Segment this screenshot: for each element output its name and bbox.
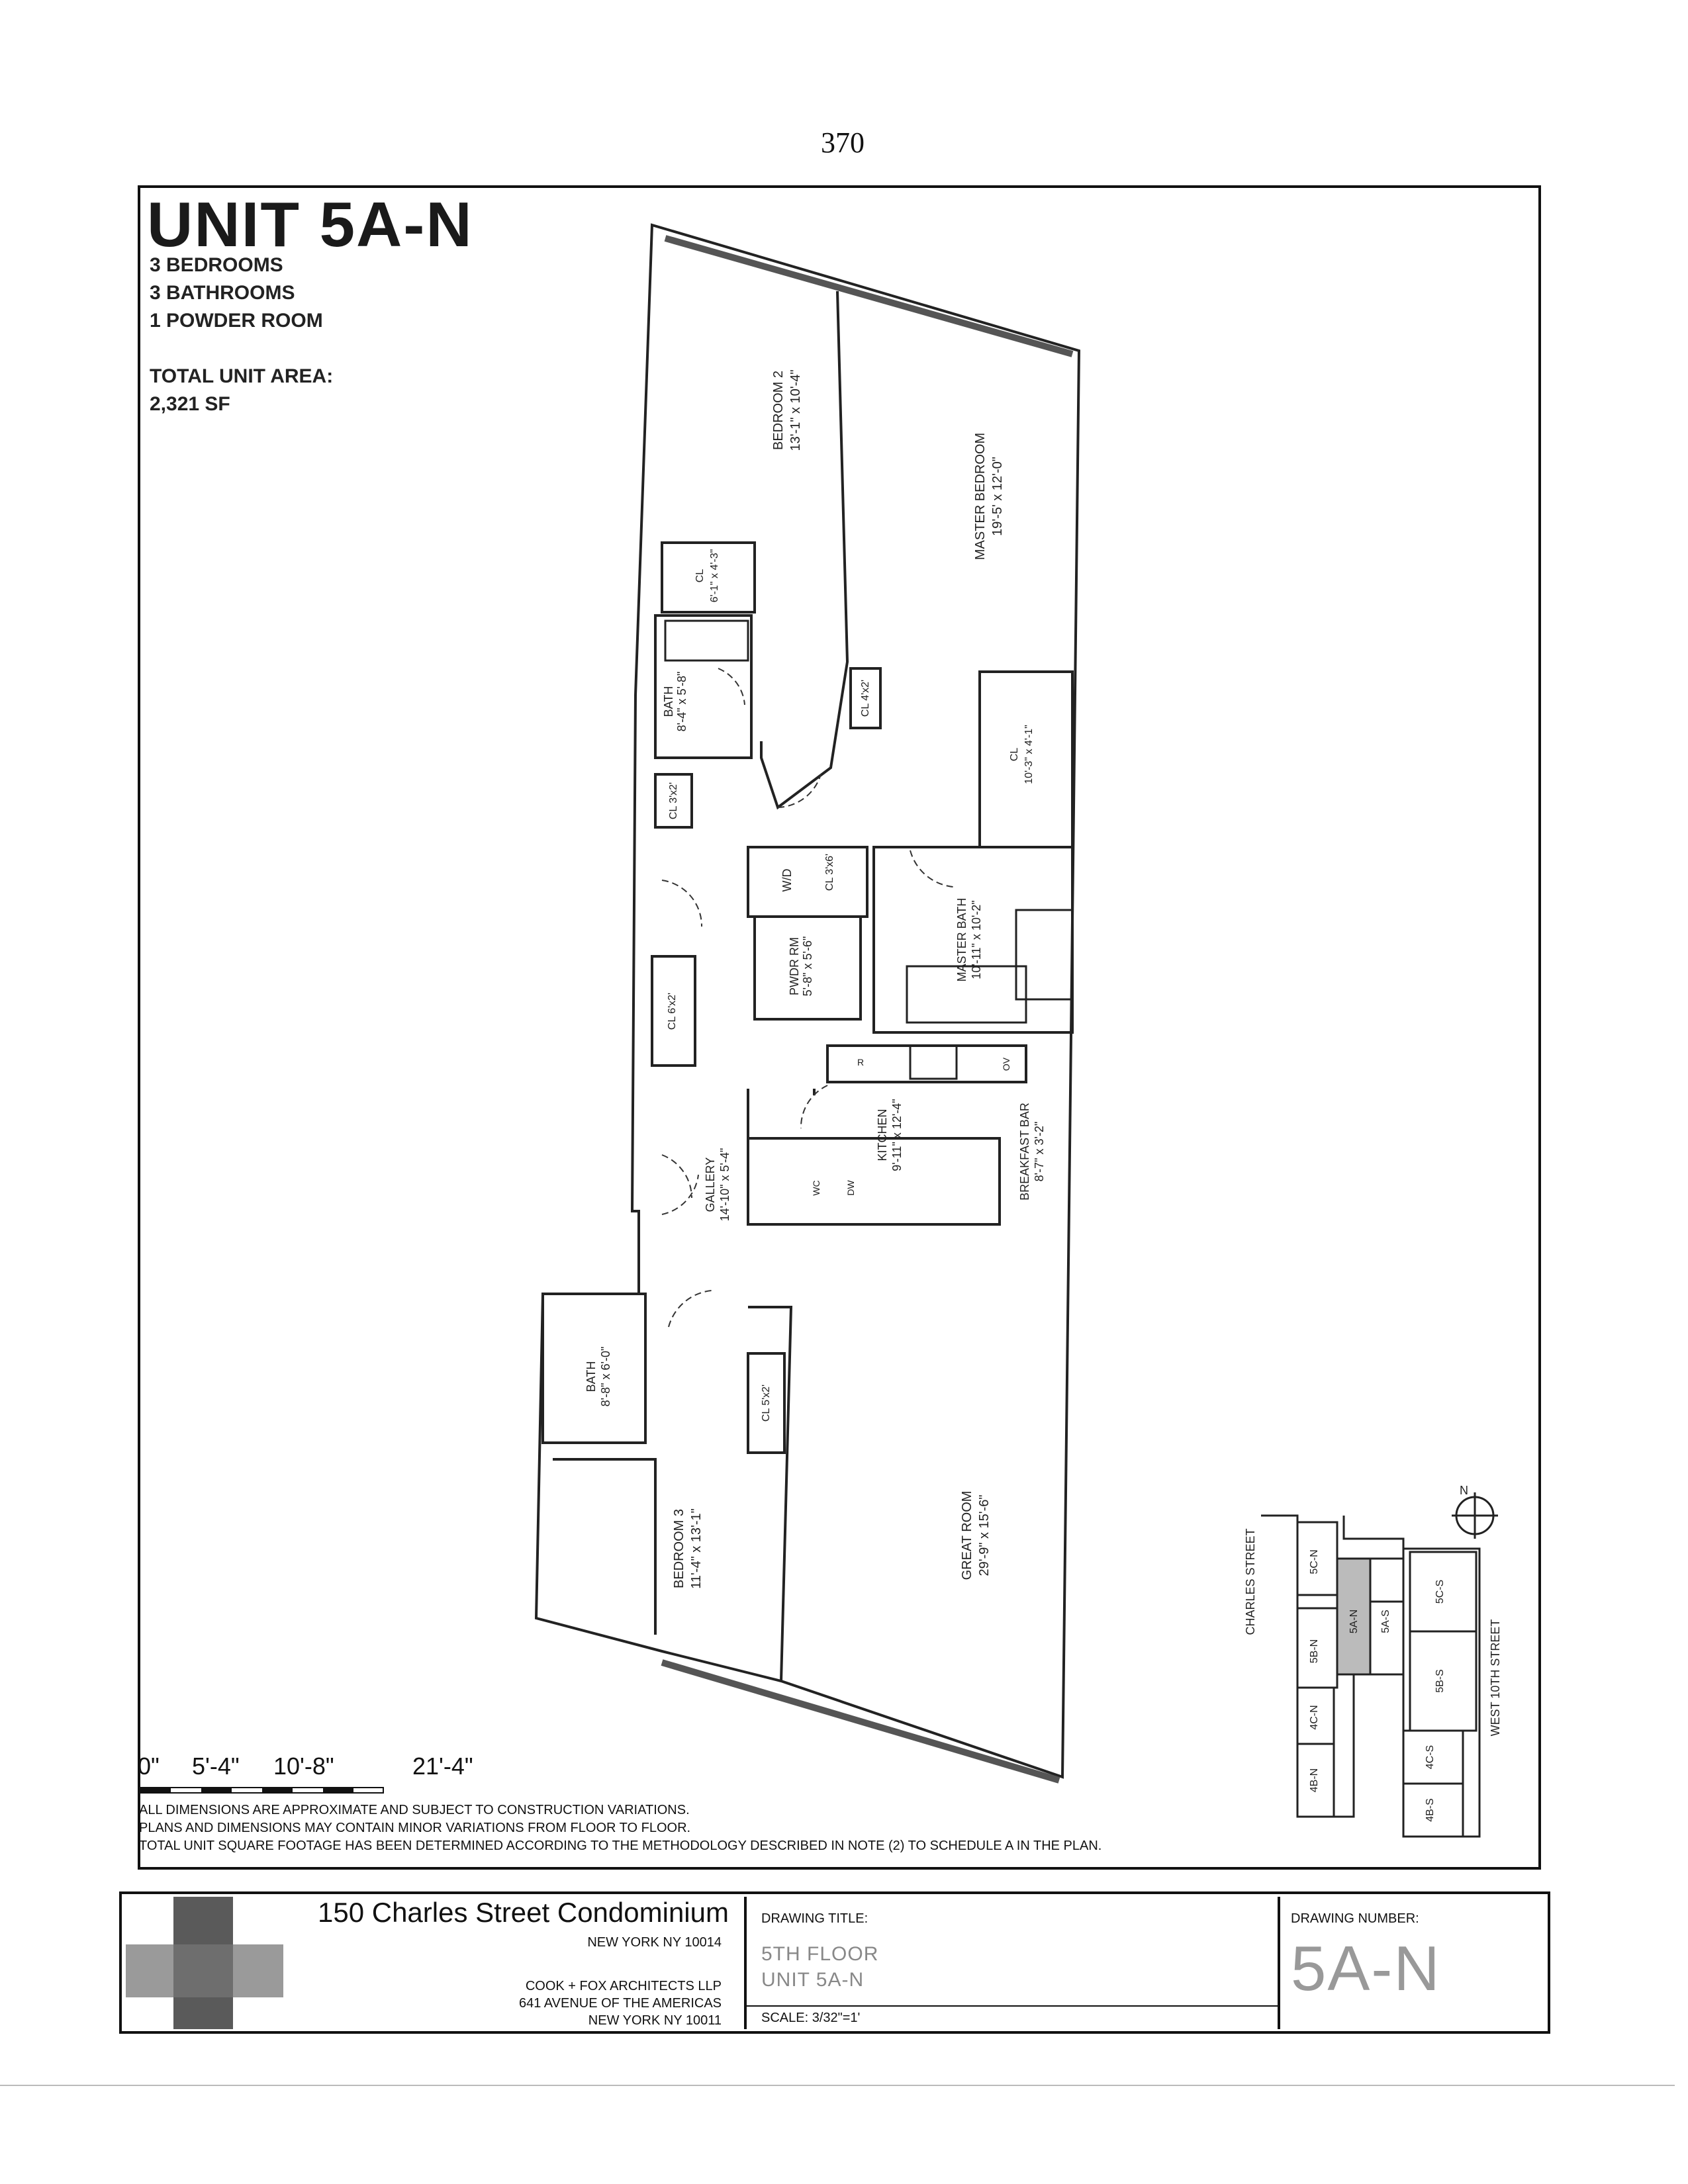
dim-kitchen: 9'-11" x 12'-4" (890, 1099, 904, 1171)
note-2: PLANS AND DIMENSIONS MAY CONTAIN MINOR VARIATIONS FROM FLOOR TO FLOOR. (139, 1821, 691, 1835)
architect-logo (126, 1897, 283, 2029)
label-closet-bed2: CL (694, 569, 706, 583)
label-closet-3x2: CL 3'x2' (668, 782, 679, 820)
range (910, 1046, 957, 1079)
dim-bedroom2: 13'-1" x 10'-4" (788, 369, 803, 451)
label-bath1: BATH (662, 686, 675, 717)
area-value: 2,321 SF (150, 393, 230, 415)
page-number: 370 (821, 126, 865, 159)
architect-city: NEW YORK NY 10011 (588, 2013, 722, 2028)
keyplan-label-5an: 5A-N (1348, 1609, 1360, 1634)
keyplan-label-4cs: 4C-S (1425, 1745, 1436, 1770)
dim-breakfast-bar: 8'-7" x 3'-2" (1033, 1121, 1046, 1182)
label-master-bath: MASTER BATH (955, 897, 968, 982)
label-powder: PWDR RM (788, 937, 801, 995)
label-closet-5x2: CL 5'x2' (761, 1384, 772, 1422)
scale-label-2: 10'-8" (273, 1752, 334, 1780)
architect-name: COOK + FOX ARCHITECTS LLP (525, 1979, 722, 1993)
door-swings (662, 668, 953, 1327)
window-north (665, 238, 1072, 354)
dim-powder: 5'-8" x 5'-6" (801, 936, 814, 997)
keyplan-label-4bs: 4B-S (1425, 1798, 1436, 1822)
laundry-block (748, 847, 867, 917)
label-gallery: GALLERY (704, 1157, 717, 1212)
label-master-bedroom: MASTER BEDROOM (973, 432, 988, 561)
keyplan-west-10th-street: WEST 10TH STREET (1489, 1619, 1502, 1737)
scale-label-1: 5'-4" (192, 1752, 240, 1780)
label-dw: DW (845, 1180, 856, 1196)
dim-great-room: 29'-9" x 15'-6" (977, 1494, 992, 1576)
drawing-title-line-2: UNIT 5A-N (761, 1969, 865, 1991)
architect-address: 641 AVENUE OF THE AMERICAS (518, 1996, 722, 2011)
dim-closet-master: 10'-3" x 4'-1" (1023, 725, 1035, 784)
window-south (662, 1662, 1059, 1780)
keyplan-label-4cn: 4C-N (1309, 1705, 1320, 1730)
dim-gallery: 14'-10" x 5'-4" (718, 1148, 731, 1222)
dim-bath3: 8'-8" x 6'-0" (599, 1346, 612, 1407)
kitchen-island (748, 1138, 1000, 1224)
title-block-divider-right (1278, 1897, 1280, 2029)
drawing-scale: SCALE: 3/32"=1' (761, 2011, 861, 2025)
project-city: NEW YORK NY 10014 (587, 1935, 722, 1950)
drawing-title-line-1: 5TH FLOOR (761, 1943, 879, 1965)
powder-count: 1 POWDER ROOM (150, 310, 323, 332)
drawing-number: 5A-N (1291, 1933, 1441, 2004)
drawing-number-label: DRAWING NUMBER: (1291, 1911, 1419, 1926)
keyplan-outline-west (1261, 1516, 1403, 1817)
partition-bed2-master (761, 291, 847, 807)
label-oven: OV (1001, 1057, 1011, 1071)
label-wd: W/D (780, 868, 794, 892)
dim-bath1: 8'-4" x 5'-8" (675, 671, 688, 732)
label-bath3: BATH (585, 1361, 598, 1392)
keyplan-charles-street: CHARLES STREET (1244, 1528, 1257, 1635)
title-block-hline (747, 2005, 1278, 2007)
keyplan-label-5bn: 5B-N (1309, 1639, 1320, 1664)
label-closet-6x2: CL 6'x2' (667, 992, 678, 1030)
keyplan-label-4bn: 4B-N (1309, 1768, 1320, 1793)
label-closet-4x2: CL 4'x2' (860, 679, 871, 717)
area-label: TOTAL UNIT AREA: (150, 365, 334, 387)
label-closet-3x6: CL 3'x6' (824, 853, 835, 891)
note-3: TOTAL UNIT SQUARE FOOTAGE HAS BEEN DETERMINED ACCORDING TO THE METHODOLOGY DESCRIBED IN NOTE (2) TO SCHEDULE A IN THE PLAN. (139, 1839, 1102, 1853)
plan-notes (139, 1801, 1102, 1855)
scale-label-3: 21'-4" (412, 1752, 473, 1780)
dim-master-bedroom: 19'-5' x 12'-0" (990, 457, 1005, 536)
drawing-title-label: DRAWING TITLE: (761, 1911, 868, 1926)
keyplan-label-5cs: 5C-S (1434, 1579, 1446, 1604)
title-block-divider-left (744, 1897, 747, 2029)
label-great-room: GREAT ROOM (960, 1490, 974, 1580)
scale-label-0: 0" (138, 1752, 160, 1780)
note-1: ALL DIMENSIONS ARE APPROXIMATE AND SUBJECT TO CONSTRUCTION VARIATIONS. (139, 1803, 690, 1817)
keyplan-label-5bs: 5B-S (1434, 1669, 1446, 1693)
label-bedroom3: BEDROOM 3 (672, 1508, 686, 1589)
dim-master-bath: 10'-11" x 10'-2" (970, 900, 983, 979)
partition-bed3-top (553, 1459, 655, 1635)
bedroom-count: 3 BEDROOMS (150, 254, 283, 276)
north-arrow (1452, 1484, 1498, 1539)
label-breakfast-bar: BREAKFAST BAR (1018, 1103, 1031, 1201)
unit-title: UNIT 5A-N (147, 189, 473, 260)
closet-bed2 (662, 543, 755, 612)
label-wc: WC (811, 1180, 821, 1196)
key-plan (1244, 1484, 1502, 1837)
label-refrigerator: R (857, 1057, 865, 1068)
master-shower (1016, 910, 1072, 999)
tub-bath1 (665, 621, 748, 660)
label-bedroom2: BEDROOM 2 (771, 370, 786, 451)
bathroom-count: 3 BATHROOMS (150, 282, 295, 304)
project-name: 150 Charles Street Condominium (318, 1897, 729, 1928)
dim-closet-bed2: 6'-1" x 4'-3" (709, 549, 720, 603)
keyplan-label-5cn: 5C-N (1309, 1549, 1320, 1574)
dim-bedroom3: 11'-4" x 13'-1" (689, 1508, 704, 1589)
keyplan-label-5as: 5A-S (1380, 1610, 1391, 1633)
bottom-rule (0, 2085, 1675, 2086)
label-kitchen: KITCHEN (876, 1109, 889, 1161)
label-closet-master: CL (1009, 747, 1020, 762)
scale-bar (139, 1787, 384, 1794)
north-label: N (1460, 1484, 1468, 1497)
